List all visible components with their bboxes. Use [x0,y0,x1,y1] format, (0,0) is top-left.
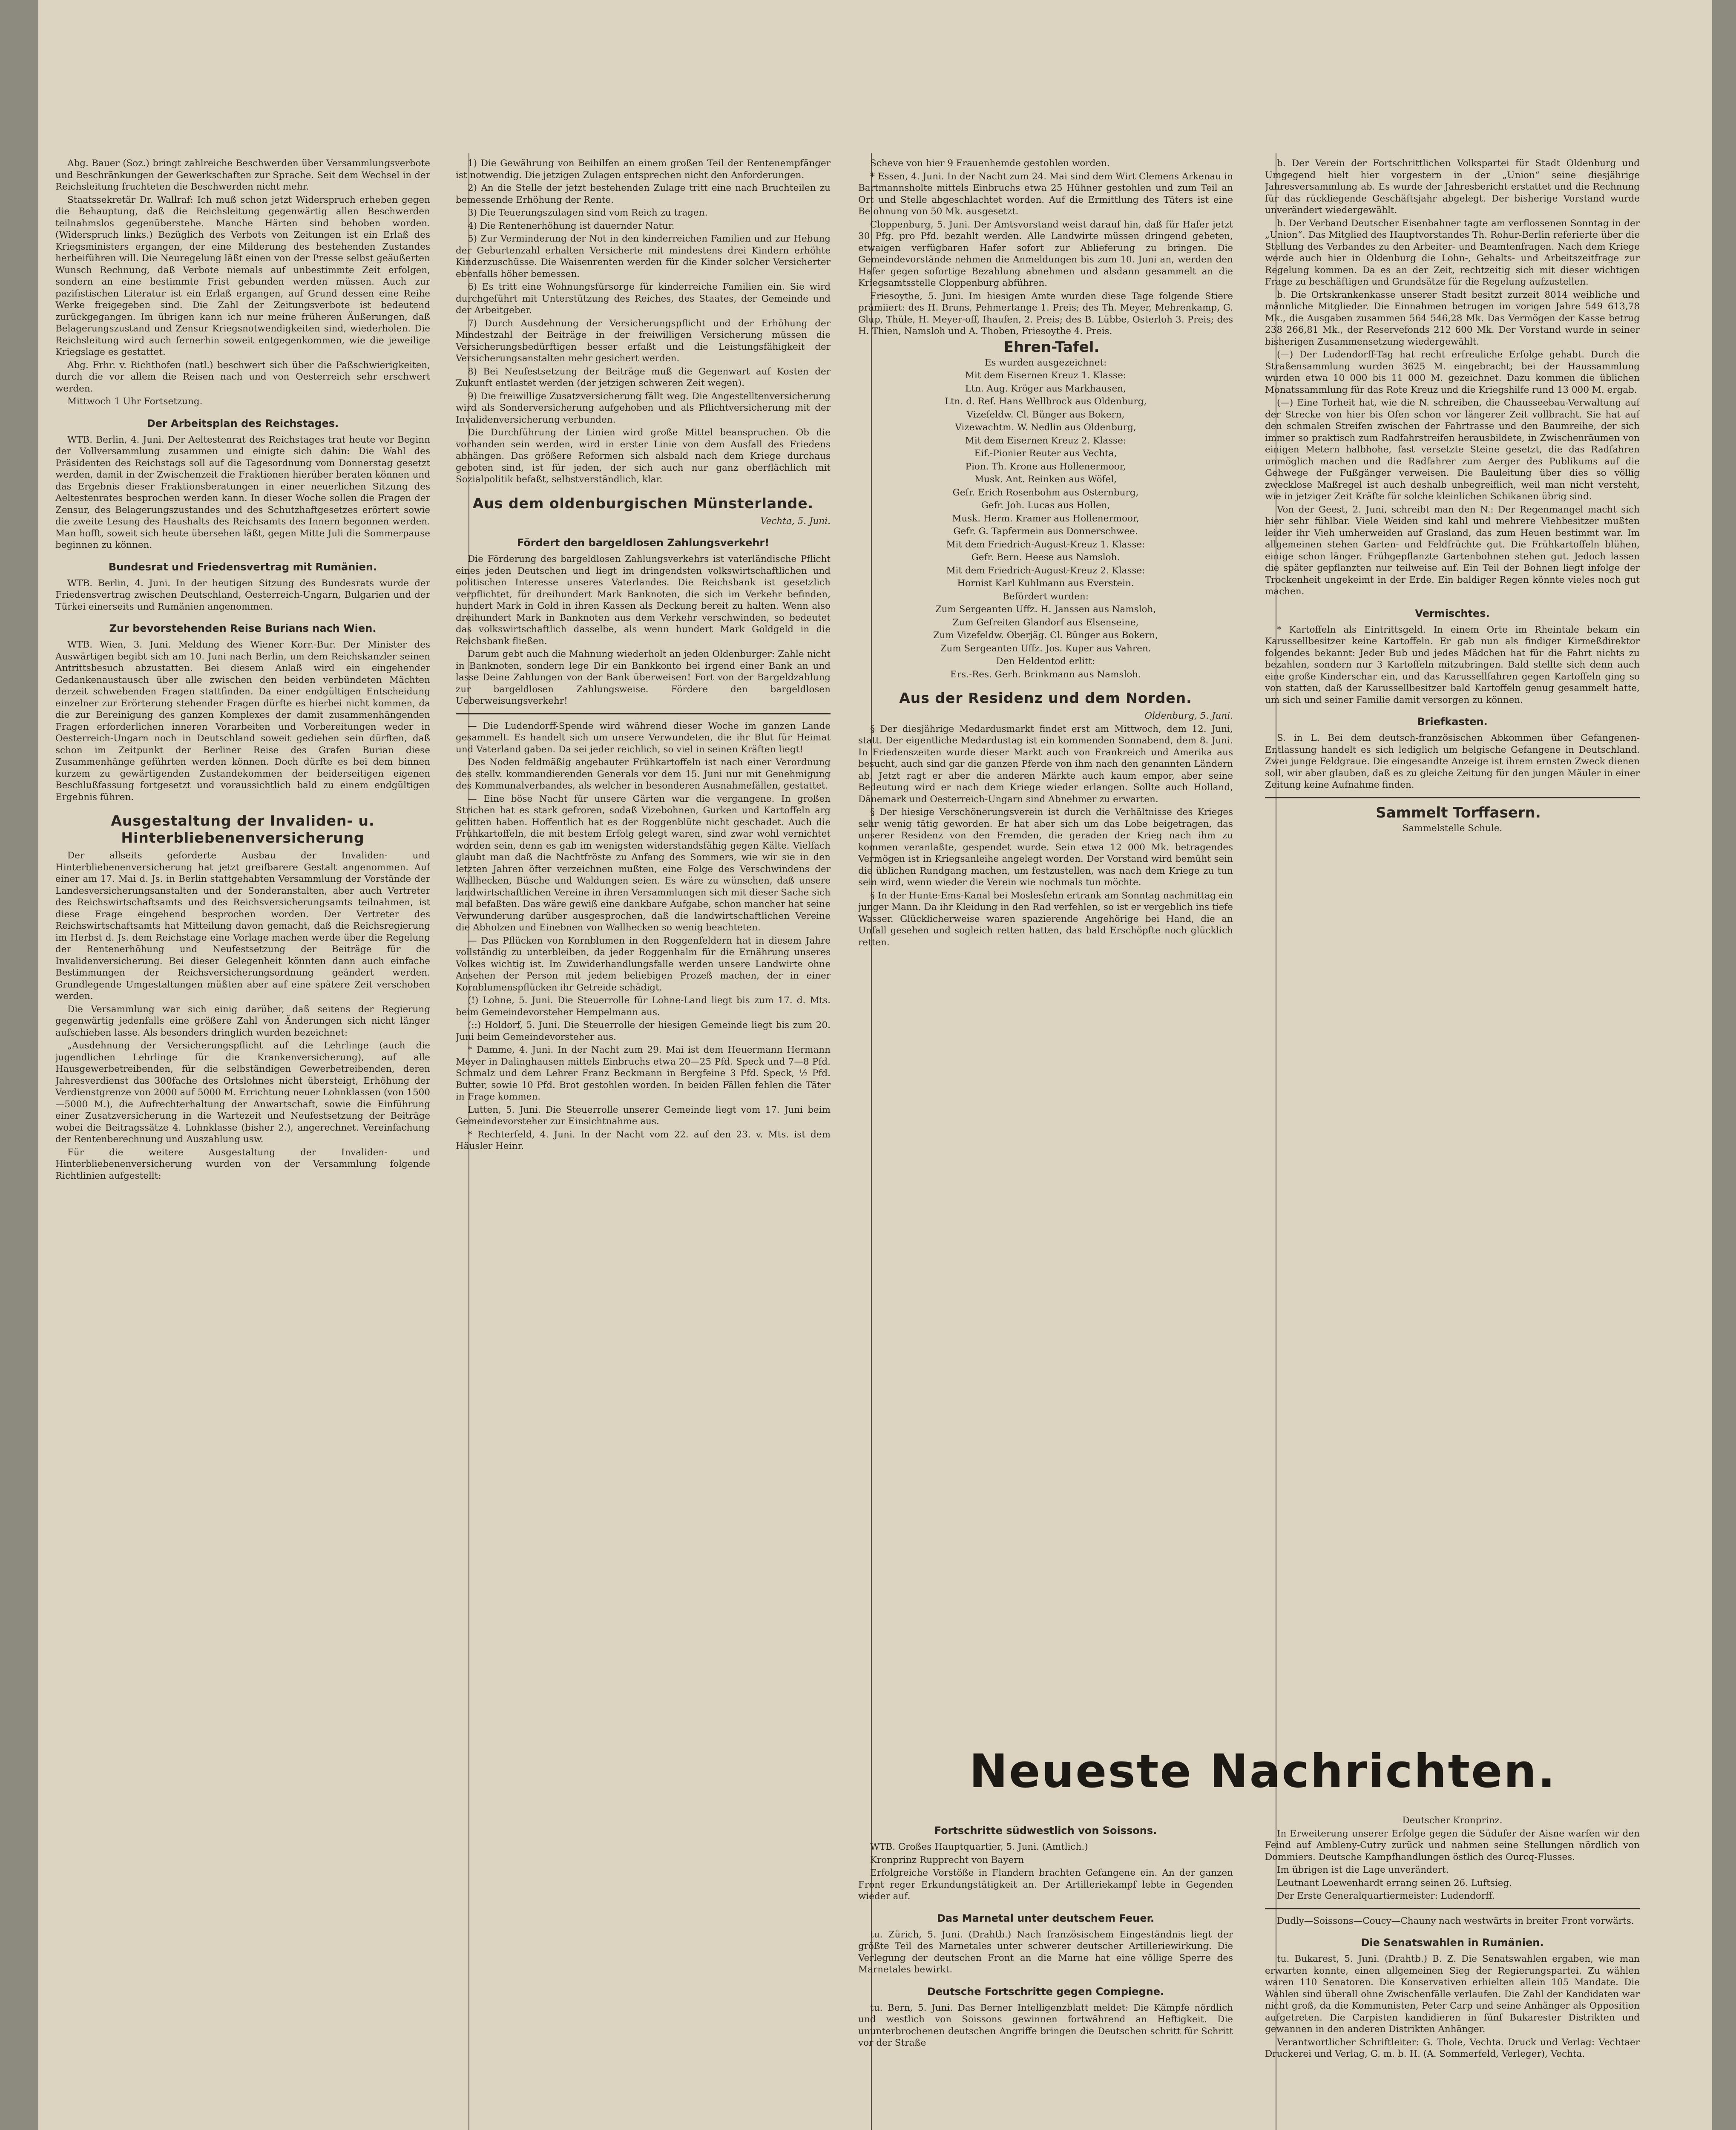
section-banner: Sammelt Torffasern. [1376,804,1541,821]
article-paragraph: (—) Der Ludendorff-Tag hat recht erfreuliche Erfolge gehabt. Durch die Straßensammlung wurden 3625 M. eingebracht; bei der Haussammlung wurden etwa 10 000 bis 11 000 M. gezeichnet. Dazu kommen die üblichen Monatssammlung für das Rote Kreuz und die Kriegshilfe rund 13 000 M. ergab. [1265,349,1640,395]
article-paragraph: Dudly—Soissons—Coucy—Chauny nach westwärts in breiter Front vorwärts. [1277,1915,1634,1926]
article-paragraph: Die Förderung des bargeldlosen Zahlungsverkehrs ist vaterländische Pflicht eines jeden Deutschen und liegt im dringendsten volkswirtschaftlichen und politischen Interesse unseres Vaterlandes. Die Reichsbank ist gesetzlich verpflichtet, für dreihundert Mark Banknoten, die sich im Verkehr befinden, hundert Mark in Gold in ihren Kassen als Deckung bereit zu halten. Wenn also dreihundert Mark in Banknoten aus dem Verkehr verschwinden, so bedeutet das volkswirtschaftlich dasselbe, als wenn hundert Mark Goldgeld in die Reichsbank fließen. [456,554,831,647]
article-paragraph: tu. Bern, 5. Juni. Das Berner Intelligenzblatt meldet: Die Kämpfe nördlich und westlich von Soissons gewinnen fortwährend an Heftigkeit. Die ununterbrochenen deutschen Angriffe bringen die Deutschen schritt für Schritt vor der Straße [858,2002,1233,2048]
article-heading: Bundesrat und Friedensvertrag mit Rumänien. [108,561,377,573]
article-paragraph: WTB. Wien, 3. Juni. Meldung des Wiener Korr.-Bur. Der Minister des Auswärtigen begibt sich am 10. Juni nach Berlin, um dem Reichskanzler seinen Antrittsbesuch abzustatten. Bei diesem Anlaß wird ein eingehender Gedankenaustausch über alle zwischen den beiden verbündeten Mächten derzeit schwebenden Fragen stattfinden. Da einer endgültigen Entscheidung einzelner zur Erörterung stehender Fragen dürfte es hierbei nicht kommen, da die zur Bereinigung des ganzen Komplexes der damit zusammenhängenden Fragen erforderlichen inneren Vorarbeiten und Vorbereitungen weder in Oesterreich-Ungarn noch in Deutschland soweit gediehen sein dürften, daß schon im Zeitpunkt der Berliner Reise des Grafen Burian diese Zusammenhänge geführten werden können. Doch dürfte es bei dem binnen kurzem zu gewärtigenden Zustandekommen der beiderseitigen eigenen Beschlußfassung fortgesetzt und voraussichtlich bald zu einem endgültigen Ergebnis führen. [55,639,430,803]
article-paragraph: 2) An die Stelle der jetzt bestehenden Zulage tritt eine nach Bruchteilen zu bemessende Erhöhung der Rente. [456,183,831,205]
article-paragraph: Kronprinz Rupprecht von Bayern [870,1854,1024,1865]
article-paragraph: WTB. Großes Hauptquartier, 5. Juni. (Amtlich.) [870,1842,1088,1852]
centered-line: Gefr. Erich Rosenbohm aus Osternburg, [952,487,1139,498]
article-paragraph: 1) Die Gewährung von Beihilfen an einem großen Teil der Rentenempfänger ist notwendig. Die jetzigen Zulagen entsprechen nicht den Anforderungen. [456,158,831,181]
article-heading: Deutsche Fortschritte gegen Compiegne. [927,1985,1164,1998]
centered-line: Sammelstelle Schule. [1402,823,1503,834]
centered-line: Mit dem Eisernen Kreuz 2. Klasse: [965,435,1127,446]
section-heading: Aus der Residenz und dem Norden. [899,690,1192,706]
article-paragraph: tu. Bukarest, 5. Juni. (Drahtb.) B. Z. Die Senatswahlen ergaben, wie man erwarten konnte, einen allgemeinen Sieg der Regierungspartei. Zu wählen waren 110 Senatoren. Die Konservativen erhielten allein 105 Mandate. Die Wahlen sind überall ohne Zwischenfälle verlaufen. Die Zahl der Kandidaten war nicht groß, da die Kommunisten, Peter Carp und seine Anhänger als Opposition aufgetreten. Die Carpisten kandidieren in fünf Bukarester Distrikten und gewannen in den anderen Distrikten Anhänger. [1265,1954,1640,2035]
centered-line: Ltn. Aug. Kröger aus Markhausen, [965,383,1126,394]
article-paragraph: Lutten, 5. Juni. Die Steuerrolle unserer Gemeinde liegt vom 17. Juni beim Gemeindevorsteher zur Einsichtnahme aus. [456,1104,831,1127]
centered-line: Zum Vizefeldw. Oberjäg. Cl. Bünger aus Bokern, [933,630,1158,641]
article-paragraph: 5) Zur Verminderung der Not in den kinderreichen Familien und zur Hebung der Geburtenzahl erhalten Versicherte mit mindestens drei Kindern erhöhte Kinderzuschüsse. Die Waisenrenten werden für die Kinder solcher Versicherter ebenfalls höher bemessen. [456,233,831,279]
section-heading: Aus dem oldenburgischen Münsterlande. [472,495,814,512]
article-paragraph: WTB. Berlin, 4. Juni. Der Aeltestenrat des Reichstages trat heute vor Beginn der Vollversammlung zusammen und einigte sich dahin: Die Wahl des Präsidenten des Reichstags soll auf die Tagesordnung vom Donnerstag gesetzt werden, damit in der Zwischenzeit die Fraktionen hierüber beraten können und das Ergebnis dieser Fraktionsberatungen in einer neuerlichen Sitzung des Aeltestenrates besprochen werden kann. In dieser Woche sollen die Fragen der Zensur, des Belagerungszustandes und des Schutzhaftgesetzes erörtert sowie die zweite Lesung des Haushalts des Reichsamts des Innern begonnen werden. Man hofft, soweit sich heute übersehen läßt, gegen Mitte Juli die Sommerpause beginnen zu können. [55,434,430,550]
latest-news-title: Neueste Nachrichten. [969,1745,1557,1798]
article-paragraph: * Kartoffeln als Eintrittsgeld. In einem Orte im Rheintale bekam ein Karussellbesitzer keine Kartoffeln. Er gab nun als findiger Kirmeßdirektor folgendes bekannt: Jeder Bub und jedes Mädchen hat für die Fahrt nichts zu bezahlen, sondern nur 3 Kartoffeln mitzubringen. Bald stellte sich denn auch eine große Kinderschar ein, und das Karussellfahren gegen Kartoffeln ging so von statten, daß der Karussellbesitzer bald Kartoffeln genug gesammelt hatte, um sich und seiner Familie damit versorgen zu können. [1265,624,1640,705]
article-paragraph: b. Der Verein der Fortschrittlichen Volkspartei für Stadt Oldenburg und Umgegend hielt hier vorgestern in der „Union“ seine diesjährige Jahresversammlung ab. Es wurde der Jahresbericht erstattet und die Rechnung für das rückliegende Geschäftsjahr abgelegt. Der bisherige Vorstand wurde unverändert wiedergewählt. [1265,158,1640,216]
column-4 [1265,158,1640,1734]
article-paragraph: Abg. Bauer (Soz.) bringt zahlreiche Beschwerden über Versammlungsverbote und Beschränkungen der Gewerkschaften zur Sprache. Seit dem Wechsel in der Reichsleitung fruchteten die Beschwerden nicht mehr. [55,158,430,192]
centered-line: Musk. Ant. Reinken aus Wöfel, [974,474,1117,485]
centered-line: Zum Sergeanten Uffz. H. Janssen aus Namsloh, [935,604,1156,615]
article-paragraph: Abg. Frhr. v. Richthofen (natl.) beschwert sich über die Paßschwierigkeiten, durch die vor allem die Reisen nach und von Oesterreich sehr erschwert werden. [55,360,430,394]
article-paragraph: Im übrigen ist die Lage unverändert. [1277,1865,1449,1875]
article-paragraph: Die Versammlung war sich einig darüber, daß seitens der Regierung gegenwärtig jedenfalls eine größere Zahl von Änderungen sich nicht länger aufschieben lasse. Als besonders dringlich wurden bezeichnet: [55,1004,430,1038]
article-paragraph: Des Noden feldmäßig angebauter Frühkartoffeln ist nach einer Verordnung des stellv. kommandierenden Generals vor dem 15. Juni nur mit Genehmigung des Kommunalverbandes, als welcher in besonderen Ausnahmefällen, gestattet. [456,757,831,791]
section-heading: Ausgestaltung der Invaliden- u. Hinterbliebenenversicherung [111,812,375,846]
article-paragraph: * Damme, 4. Juni. In der Nacht zum 29. Mai ist dem Heuermann Hermann Meyer in Dalinghausen mittels Einbruchs etwa 20—25 Pfd. Speck und 7—8 Pfd. Schmalz und dem Lehrer Franz Beckmann in Bergfeine 3 Pfd. Speck, ½ Pfd. Butter, sowie 10 Pfd. Brot gestohlen worden. In beiden Fällen fehlen die Täter in Frage kommen. [456,1045,831,1102]
section-rule [1265,1908,1640,1909]
centered-line: Gefr. Joh. Lucas aus Hollen, [981,500,1110,511]
article-paragraph: Cloppenburg, 5. Juni. Der Amtsvorstand weist darauf hin, daß für Hafer jetzt 30 Pfg. pro Pfd. bezahlt werden. Alle Landwirte müssen dringend gebeten, etwaigen verfügbaren Hafer sofort zur Ablieferung zu bringen. Die Gemeindevorstände nehmen die Anmeldungen bis zum 10. Juni an, werden den Hafer gegen sofortige Bezahlung abnehmen und alsdann gesammelt an die Kriegsamtsstelle Cloppenburg abführen. [858,219,1233,288]
article-paragraph: Die Durchführung der Linien wird große Mittel beanspruchen. Ob die vorhanden sein werden, wird in erster Linie von dem Ausfall des Friedens abhängen. Das größere Reformen sich alsbald nach dem Kriege durchaus geboten sind, ist für jeden, der sich auch nur ganz oberflächlich mit Sozialpolitik befaßt, selbstverständlich, klar. [456,427,831,485]
centered-line: Ers.-Res. Gerh. Brinkmann aus Namsloh. [950,669,1141,680]
centered-line: Gefr. G. Tapfermein aus Donnerschwee. [953,526,1138,537]
article-paragraph: In Erweiterung unserer Erfolge gegen die Südufer der Aisne warfen wir den Feind auf Ambleny-Cutry zurück und nahmen seine Stellungen nördlich von Dommiers. Deutsche Kampfhandlungen östlich des Ourcq-Flusses. [1265,1828,1640,1862]
centered-line: Mit dem Eisernen Kreuz 1. Klasse: [965,370,1127,381]
article-paragraph: (::) Holdorf, 5. Juni. Die Steuerrolle der hiesigen Gemeinde liegt bis zum 20. Juni beim Gemeindevorsteher aus. [456,1020,831,1042]
article-paragraph: — Das Pflücken von Kornblumen in den Roggenfeldern hat in diesem Jahre vollständig zu unterbleiben, da jeder Roggenhalm für die Ernährung unseres Volkes wichtig ist. Im Zuwiderhandlungsfalle werden unsere Landwirte ohne Ansehen der Person mit jedem beliebigen Prozeß machen, der in einer Kornblumenspflücken ihr Getreide schädigt. [456,935,831,993]
dateline: Oldenburg, 5. Juni. [1144,711,1233,721]
article-paragraph: (!) Lohne, 5. Juni. Die Steuerrolle für Lohne-Land liegt bis zum 17. d. Mts. beim Gemeindevorsteher Hempelmann aus. [456,995,831,1018]
article-heading: Der Arbeitsplan des Reichstages. [147,417,339,429]
article-paragraph: Mittwoch 1 Uhr Fortsetzung. [67,396,203,407]
article-paragraph: — Die Ludendorff-Spende wird während dieser Woche im ganzen Lande gesammelt. Es handelt sich um unsere Verwundeten, die ihr Blut für Heimat und Vaterland gaben. Da sei jeder reichlich, so viel in seinen Kräften liegt! [456,720,831,755]
dateline: Vechta, 5. Juni. [760,515,831,527]
article-heading: Das Marnetal unter deutschem Feuer. [937,1912,1155,1924]
centered-line: Eif.-Pionier Reuter aus Vechta, [974,448,1117,459]
latest-news-left [858,1815,1233,2130]
article-paragraph: 8) Bei Neufestsetzung der Beiträge muß die Gegenwart auf Kosten der Zukunft entlastet werden (der jetzigen schweren Zeit wegen). [456,366,831,389]
article-paragraph: b. Die Ortskrankenkasse unserer Stadt besitzt zurzeit 8014 weibliche und männliche Mitglieder. Die Einnahmen betrugen im vorigen Jahre 549 613,78 Mk., die Ausgaben zusammen 564 546,28 Mk. Das Vermögen der Kasse betrug 238 266,81 Mk., der Reservefonds 212 600 Mk. Der Vorstand wurde in seiner bisherigen Zusammensetzung wiedergewählt. [1265,289,1640,347]
article-paragraph: WTB. Berlin, 4. Juni. In der heutigen Sitzung des Bundesrats wurde der Friedensvertrag zwischen Deutschland, Oesterreich-Ungarn, Bulgarien und der Türkei einerseits und Rumänien angenommen. [55,578,430,612]
centered-line: Deutscher Kronprinz. [1402,1815,1503,1826]
article-heading: Fortschritte südwestlich von Soissons. [934,1825,1157,1836]
article-paragraph: * Rechterfeld, 4. Juni. In der Nacht vom 22. auf den 23. v. Mts. ist dem Häusler Heinr. [456,1129,831,1151]
article-paragraph: 7) Durch Ausdehnung der Versicherungspflicht und der Erhöhung der Mindestzahl der Beiträge in der freiwilligen Versicherung müssen die Versicherungsbedürftigen besser erfaßt und die Leistungsfähigkeit der Versicherungsanstalten mehr gesichert werden. [456,318,831,364]
article-paragraph: Für die weitere Ausgestaltung der Invaliden- und Hinterbliebenenversicherung wurden von der Versammlung folgende Richtlinien aufgestellt: [55,1147,430,1181]
latest-news-right [1265,1815,1640,2130]
article-paragraph: b. Der Verband Deutscher Eisenbahner tagte am verflossenen Sonntag in der „Union“. Das Mitglied des Hauptvorstandes Th. Rohur-Berlin referierte über die Stellung des Verbandes zu den Arbeiter- und Beamtenfragen. Nach dem Kriege werde auch hier in Oldenburg die Lohn-, Gehalts- und Arbeitszeitfrage zur Regelung kommen. Da es an der Zeit, rechtzeitig sich mit dieser wichtigen Frage zu beschäftigen und Grundsätze für die Regelung aufzustellen. [1265,218,1640,287]
centered-line: Befördert wurden: [1002,591,1089,602]
centered-line: Vizefeldw. Cl. Bünger aus Bokern, [966,409,1125,420]
article-paragraph: § In der Hunte-Ems-Kanal bei Moslesfehn ertrank am Sonntag nachmittag ein junger Mann. Da ihr Kleidung in den Rad verfehlen, so ist er vergeblich ins tiefe Wasser. Glücklicherweise waren spazierende Angehörige bei Hand, die an Unfall gesehen und sogleich retten hatten, das bald Erschöpfte noch glücklich retten. [858,890,1233,948]
article-paragraph: Von der Geest, 2. Juni, schreibt man den N.: Der Regenmangel macht sich hier sehr fühlbar. Viele Weiden sind kahl und mehrere Viehbesitzer mußten leider ihr Vieh umherweiden auf Grasland, das zum Heuen bestimmt war. Im allgemeinen stehen Garten- und Feldfrüchte gut. Die Frühkartoffeln blühen, einige schon länger. Frühgepflanzte Gartenbohnen stehen gut. Jedoch lassen die später gepflanzten nur teilweise auf. Ein Teil der Bohnen liegt infolge der Trockenheit ungekeimt in der Erde. Ein baldiger Regen könnte vieles noch gut machen. [1265,504,1640,597]
centered-line: Zum Gefreiten Glandorf aus Elsenseine, [952,617,1139,628]
centered-line: Hornist Karl Kuhlmann aus Everstein. [957,578,1134,589]
article-paragraph: „Ausdehnung der Versicherungspflicht auf die Lehrlinge (auch die jugendlichen Lehrlinge für die Krankenversicherung), auf alle Hausgewerbetreibenden, für die selbständigen Gewerbetreibenden, deren Jahresverdienst das 300fache des Ortslohnes nicht übersteigt, Erhöhung der Verdienstgrenze von 2000 auf 5000 M. Errichtung neuer Lohnklassen (von 1500—5000 M.), die Aufrechterhaltung der Anwartschaft, sowie die Einführung einer Zusatzversicherung in die Wartezeit und Neufestsetzung der Beiträge wobei die Beitragssätze 4. Lohnklasse (bisher 2.), angerechnet. Vereinfachung der Rentenberechnung und Auszahlung usw. [55,1040,430,1145]
article-heading: Die Senatswahlen in Rumänien. [1361,1937,1544,1949]
centered-line: Es wurden ausgezeichnet: [984,357,1107,368]
centered-line: Vizewachtm. W. Nedlin aus Oldenburg, [955,422,1136,433]
article-paragraph: Der allseits geforderte Ausbau der Invaliden- und Hinterbliebenenversicherung hat jetzt greifbarere Gestalt angenommen. Auf einer am 17. Mai d. Js. in Berlin stattgehabten Versammlung der Vorstände der Landesversicherungsanstalten und der Sonderanstalten, aber auch Vertreter des Reichswirtschaftsamts und des Reichsversicherungsamts teilnahmen, ist diese Frage eingehend besprochen worden. Der Vertreter des Reichswirtschaftsamts hat Mitteilung davon gemacht, daß die Reichsregierung im Herbst d. Js. dem Reichstage eine Vorlage machen werde über die Regelung der Rentenerhöhung und Neufestsetzung der Beiträge für die Invalidenversicherung. Bei dieser Gelegenheit könnten dann auch einfache Bestimmungen der Reichsversicherungsordnung geändert werden. Grundlegende Umgestaltungen müßten aber auf eine spätere Zeit verschoben werden. [55,850,430,1002]
article-heading: Zur bevorstehenden Reise Burians nach Wien. [109,622,377,634]
centered-line: Musk. Herm. Kramer aus Hollenermoor, [952,513,1139,524]
article-paragraph: Leutnant Loewenhardt errang seinen 26. Luftsieg. [1277,1877,1512,1888]
article-heading: Briefkasten. [1417,716,1488,728]
centered-line: Gefr. Bern. Heese aus Namsloh. [971,552,1120,563]
article-paragraph: 3) Die Teuerungszulagen sind vom Reich zu tragen. [468,207,708,218]
centered-line: Mit dem Friedrich-August-Kreuz 2. Klasse: [946,565,1145,576]
article-paragraph: 6) Es tritt eine Wohnungsfürsorge für kinderreiche Familien ein. Sie wird durchgeführt mit Unterstützung des Reiches, des Staates, der Gemeinde und der Arbeitgeber. [456,282,831,316]
article-paragraph: § Der hiesige Verschönerungsverein ist durch die Verhältnisse des Krieges sehr wenig tätig geworden. Er hat aber sich um das Lobe beigetragen, das unserer Residenz von den Fremden, die geraden der Krieg nach ihm zu kommen veranlaßte, gespendet wurde. Sein etwa 12 000 Mk. betragendes Vermögen ist in Kriegsanleihe angelegt worden. Der Vorstand wird bemüht sein die üblichen Rundgang machen, um festzustellen, was nach dem Kriege zu tun sein wird, wenn wieder die Verein wie nochmals tun möchte. [858,807,1233,888]
article-paragraph: S. in L. Bei dem deutsch-französischen Abkommen über Gefangenen-Entlassung handelt es sich lediglich um belgische Gefangene in Deutschland. Zwei junge Feldgraue. Die eingesandte Anzeige ist ihrem ernsten Zweck dienen soll, wir aber glauben, daß es zu gleiche Zeitung für den jungen Mäuler in einer Zeitung keine Aufnahme finden. [1265,733,1640,790]
centered-line: Ltn. d. Ref. Hans Wellbrock aus Oldenburg, [944,396,1147,407]
article-paragraph: Friesoythe, 5. Juni. Im hiesigen Amte wurden diese Tage folgende Stiere prämiiert: des H. Bruns, Pehmertange 1. Preis; des Th. Meyer, Mehrenkamp, G. Glup, Thüle, H. Meyer-off, Ihaufen, 2. Preis; des B. Lübbe, Osterloh 3. Preis; des H. Thien, Namsloh und A. Thoben, Friesoythe 4. Preis. [858,291,1233,337]
centered-line: Mit dem Friedrich-August-Kreuz 1. Klasse: [946,539,1145,550]
article-paragraph: * Essen, 4. Juni. In der Nacht zum 24. Mai sind dem Wirt Clemens Arkenau in Bartmannsholte mittels Einbruchs etwa 25 Hühner gestohlen und zum Teil an Ort und Stelle abgeschlachtet worden. Auf die Ermittlung des Täters ist eine Belohnung von 50 Mk. ausgesetzt. [858,171,1233,217]
article-paragraph: 4) Die Rentenerhöhung ist dauernder Natur. [468,220,675,231]
article-paragraph: (—) Eine Torheit hat, wie die N. schreiben, die Chausseebau-Verwaltung auf der Strecke von hier bis Ofen schon vor längerer Zeit vollbracht. Sie hat auf den schmalen Streifen zwischen der Fahrtrasse und den Baumreihe, der sich immer so praktisch zum Radfahrstreifen herausbildete, in Zwischenräumen von einigen Metern halbhohe, fast versetzte Steine gesetzt, die das Radfahren unmöglich machen und die Radfahrer zum Aerger des Publikums auf die Gehwege der Fußgänger verweisen. Die Bauleitung über dies so völlig zwecklose Maßregel ist auch deshalb unbegreiflich, weil man nicht versteht, wie in jetziger Zeit Kräfte für solche kleinlichen Schikanen übrig sind. [1265,397,1640,502]
section-rule [1265,797,1640,798]
article-paragraph: Erfolgreiche Vorstöße in Flandern brachten Gefangene ein. An der ganzen Front reger Erkundungstätigkeit an. Der Artilleriekampf lebte in Gegenden wieder auf. [858,1868,1233,1902]
article-paragraph: Der Erste Generalquartiermeister: Ludendorff. [1277,1891,1495,1901]
article-paragraph: — Eine böse Nacht für unsere Gärten war die vergangene. In großen Strichen hat es stark gefroren, sodaß Vizebohnen, Gurken und Kartoffeln arg gelitten haben. Hoffentlich hat es der Roggenblüte nicht geschadet. Auch die Frühkartoffeln, die mit bestem Erfolg gelegt waren, sind zwar wohl vernichtet worden sein, denn es gab im wenigsten widerstandsfähig gegen Kälte. Vielfach glaubt man daß die Nachtfröste zu Anfang des Sommers, wie wir sie in den letzten Jahren öfter verzeichnen mußten, eine Folge des Verschwindens der Wallhecken, Büsche und Waldungen seien. Es wäre zu wünschen, daß unsere landwirtschaftlichen Vereine in ihren Versammlungen sich mit dieser Sache sich mal befaßten. Das wäre gewiß eine dankbare Aufgabe, schon mancher hat seine Verwunderung darüber ausgesprochen, daß die landwirtschaftlichen Vereine die Abholzen und Einebnen von Wallhecken so wenig beachteten. [456,793,831,933]
column-2 [456,158,831,2130]
centered-line: Den Heldentod erlitt: [996,656,1095,667]
article-heading: Fördert den bargeldlosen Zahlungsverkehr! [517,537,770,549]
article-paragraph: Darum gebt auch die Mahnung wiederholt an jeden Oldenburger: Zahle nicht in Banknoten, sondern lege Dir ein Bankkonto bei irgend einer Bank an und lasse Deine Zahlungen von der Bank überweisen! Fort von der Bargeldzahlung zur bargeldlosen Zahlungsweise. Fördere den bargeldlosen Ueberweisungsverkehr! [456,649,831,706]
article-paragraph: Scheve von hier 9 Frauenhemde gestohlen worden. [870,158,1110,169]
section-rule [456,713,831,714]
section-banner: Ehren-Tafel. [1003,338,1100,356]
article-paragraph: 9) Die freiwillige Zusatzversicherung fällt weg. Die Angestelltenversicherung wird als Sonderversicherung aufgehoben und als Pflichtversicherung mit der Invalidenversicherung verbunden. [456,391,831,425]
article-paragraph: Verantwortlicher Schriftleiter: G. Thole, Vechta. Druck und Verlag: Vechtaer Druckerei und Verlag, G. m. b. H. (A. Sommerfeld, Verleger), Vechta. [1265,2037,1640,2059]
centered-line: Zum Sergeanten Uffz. Jos. Kuper aus Vahren. [940,643,1151,654]
centered-line: Pion. Th. Krone aus Hollenermoor, [965,461,1126,472]
article-paragraph: tu. Zürich, 5. Juni. (Drahtb.) Nach französischem Eingeständnis liegt der größte Teil des Marnetales unter schwerer deutscher Artilleriewirkung. Die Verlegung der deutschen Front an die Marne hat eine völlige Sperre des Marnetales bewirkt. [858,1929,1233,1975]
article-paragraph: § Der diesjährige Medardusmarkt findet erst am Mittwoch, dem 12. Juni, statt. Der eigentliche Medardustag ist ein kommenden Sonnabend, dem 8. Juni. In Friedenszeiten wurde dieser Markt auch von Frankreich und Amerika aus besucht, auch sind gar die ganzen Pferde von ihm nach den genannten Ländern ab. Jetzt ragt er aber die anderen Märkte auch kaum empor, aber seine Bedeutung wird er nach dem Kriege wieder erlangen. Sollte auch Holland, Dänemark und Oesterreich-Ungarn sind Abnehmer zu erwarten. [858,723,1233,805]
column-3 [858,158,1233,1734]
newspaper-page [38,0,1712,2130]
article-heading: Vermischtes. [1415,607,1490,619]
column-1 [55,158,430,2130]
article-paragraph: Staatssekretär Dr. Wallraf: Ich muß schon jetzt Widerspruch erheben gegen die Behauptung, daß die Reichsleitung gegenwärtig allen Beschwerden teilnahmslos gegenüberstehe. Manche Härten sind behoben worden. (Widerspruch links.) Bezüglich des Verbots von Zeitungen ist ein Erlaß des Kriegsministers ergangen, der eine Milderung des bestehenden Zustandes herbeiführen will. Die Neuregelung läßt einen von der Presse selbst geäußerten Wunsch Rechnung, daß Verbote niemals auf unbestimmte Zeit erfolgen, sondern an eine bestimmte Frist gebunden werden müssen. Auch zur pazifistischen Literatur ist ein Erlaß ergangen, auf Grund dessen eine Reihe Werke freigegeben sind. Die Zahl der Zeitungsverbote ist bedeutend zurückgegangen. Im übrigen kann ich nur meine früheren Äußerungen, daß Belagerungszustand und Zensur Kriegsnotwendigkeiten sind, wiederholen. Die Reichsleitung wird auch fernerhin soweit entgegenkommen, wie die jeweilige Kriegslage es gestattet. [55,194,430,357]
